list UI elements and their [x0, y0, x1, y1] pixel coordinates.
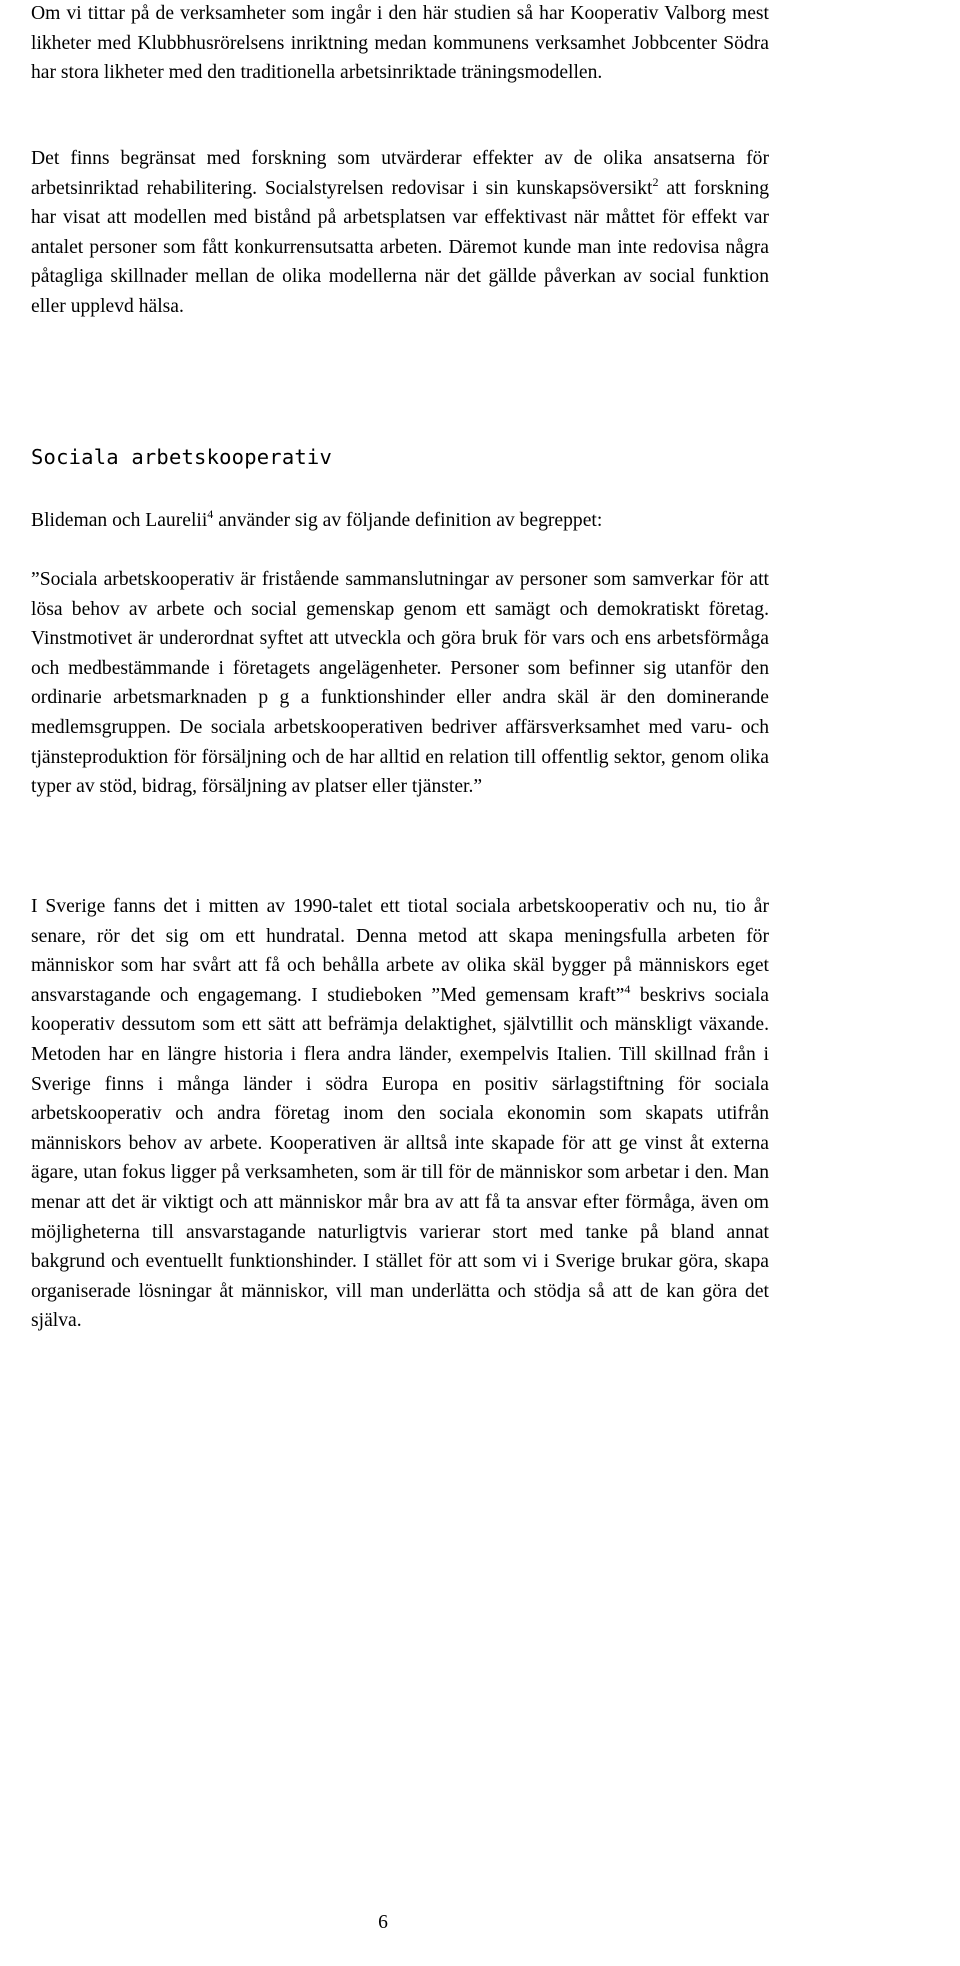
paragraph-text: Om vi tittar på de verksamheter som ingår i den här studien så har Kooperativ Valborg mest likheter med Klubbhusrörelsens inriktning medan kommunens verksamhet Jobbcenter Södra har stora likheter med den traditionella arbetsinriktade träningsmodellen.: [31, 3, 769, 84]
section-heading: Sociala arbetskooperativ: [31, 445, 333, 469]
paragraph-text: I Sverige fanns det i mitten av 1990-talet ett tiotal sociala arbetskooperativ och nu, tio år senare, rör det sig om ett hundratal. Denna metod att skapa meningsfulla arbeten för människor som har svårt att få och behålla arbete av olika skäl bygger på människors eget ansvarstagande och engagemang. I studieboken ”Med gemensam kraft”: [31, 896, 769, 1006]
page-number: 6: [378, 1912, 388, 1933]
quote-text: ”Sociala arbetskooperativ är fristående sammanslutningar av personer som samverkar för att lösa behov av arbete och social gemenskap genom ett samägt och demokratiskt företag. Vinstmotivet är underordnat syftet att utveckla och göra bruk för vars och ens arbetsförmåga och medbestämmande i företagets angelägenheter. Personer som befinner sig utanför den ordinarie arbetsmarknaden p g a funktionshinder eller andra skäl är den dominerande medlemsgruppen. De sociala arbetskooperativen bedriver affärsverksamhet med varu- och tjänsteproduktion för försäljning och de har alltid en relation till offentlig sektor, genom olika typer av stöd, bidrag, försäljning av platser eller tjänster.”: [31, 569, 769, 798]
document-page: [31, 0, 769, 1966]
body-paragraph: [31, 892, 769, 1336]
definition-quote: [31, 565, 769, 802]
footnote-reference[interactable]: 4: [624, 981, 631, 996]
paragraph-text: Blideman och Laurelii: [31, 510, 208, 531]
body-paragraph: [31, 0, 769, 88]
paragraph-text: beskrivs sociala kooperativ dessutom som ett sätt att befrämja delaktighet, självtillit och mänskligt växande. Metoden har en längre historia i flera andra länder, exempelvis Italien. Till skillnad från i Sverige finns i många länder i södra Europa en positiv särlagstiftning för sociala arbetskooperativ och andra företag inom den sociala ekonomin som skapats utifrån människors behov av arbete. Kooperativen är alltså inte skapade för att ge vinst åt externa ägare, utan fokus ligger på verksamheten, som är till för de människor som arbetar i den. Man menar att det är viktigt och att människor mår bra av att få ta ansvar efter förmåga, även om möjligheterna till ansvarstagande naturligtvis varierar stort med tanke på bland annat bakgrund och eventuellt funktionshinder. I stället för att som vi i Sverige brukar göra, skapa organiserade lösningar åt människor, vill man underlätta och stödja så att de kan göra det själva.: [31, 984, 769, 1332]
footnote-reference[interactable]: 2: [652, 174, 659, 189]
paragraph-text: använder sig av följande definition av begreppet:: [213, 510, 603, 531]
paragraph-text: att forskning har visat att modellen med bistånd på arbetsplatsen var effektivast när måttet för effekt var antalet personer som fått konkurrensutsatta arbeten. Däremot kunde man inte redovisa några påtagliga skillnader mellan de olika modellerna när det gällde påverkan av social funktion eller upplevd hälsa.: [31, 177, 769, 317]
footnote-reference[interactable]: 4: [207, 507, 214, 521]
paragraph-text: Det finns begränsat med forskning som utvärderar effekter av de olika ansatserna för arbetsinriktad rehabilitering. Socialstyrelsen redovisar i sin kunskapsöversikt: [31, 148, 769, 199]
body-paragraph: [31, 506, 769, 536]
body-paragraph: [31, 144, 769, 322]
